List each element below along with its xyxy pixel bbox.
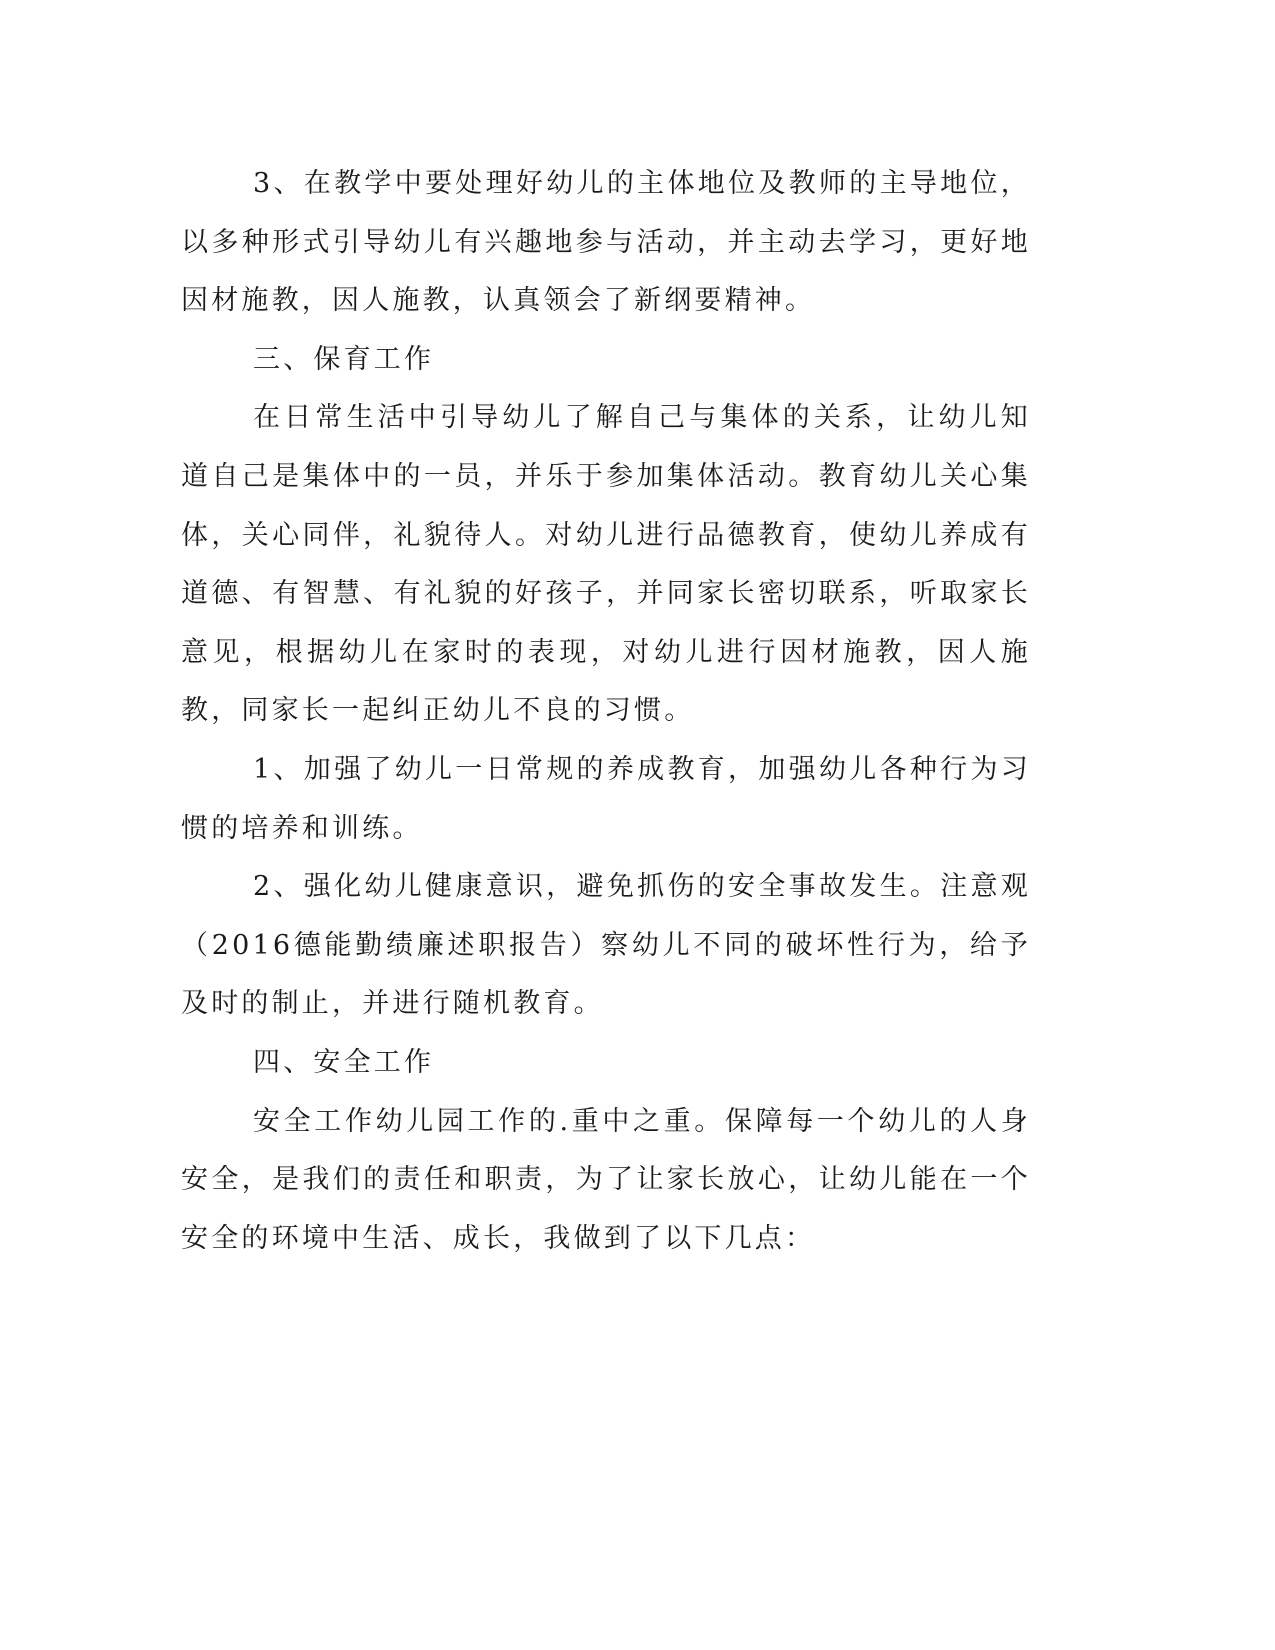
paragraph-care-point-2: 2、强化幼儿健康意识，避免抓伤的安全事故发生。注意观（2016德能勤绩廉述职报告）察幼儿不同的破坏性行为，给予及时的制止，并进行随机教育。 — [181, 871, 1031, 1020]
section-heading-safety-work: 四、安全工作 — [253, 1046, 435, 1078]
paragraph-safety-intro: 安全工作幼儿园工作的.重中之重。保障每一个幼儿的人身安全，是我们的责任和职责，为了让家长放心，让幼儿能在一个安全的环境中生活、成长，我做到了以下几点： — [181, 1105, 1031, 1254]
paragraph-care-point-1: 1、加强了幼儿一日常规的养成教育，加强幼儿各种行为习惯的培养和训练。 — [181, 753, 1031, 844]
paragraph-teaching-point-3: 3、在教学中要处理好幼儿的主体地位及教师的主导地位，以多种形式引导幼儿有兴趣地参与活动，并主动去学习，更好地因材施教，因人施教，认真领会了新纲要精神。 — [181, 168, 1031, 317]
document-body — [181, 155, 1031, 1268]
section-heading-care-work: 三、保育工作 — [253, 343, 435, 375]
paragraph-care-work-intro: 在日常生活中引导幼儿了解自己与集体的关系，让幼儿知道自己是集体中的一员，并乐于参加集体活动。教育幼儿关心集体，关心同伴，礼貌待人。对幼儿进行品德教育，使幼儿养成有道德、有智慧、有礼貌的好孩子，并同家长密切联系，听取家长意见，根据幼儿在家时的表现，对幼儿进行因材施教，因人施教，同家长一起纠正幼儿不良的习惯。 — [181, 402, 1031, 727]
